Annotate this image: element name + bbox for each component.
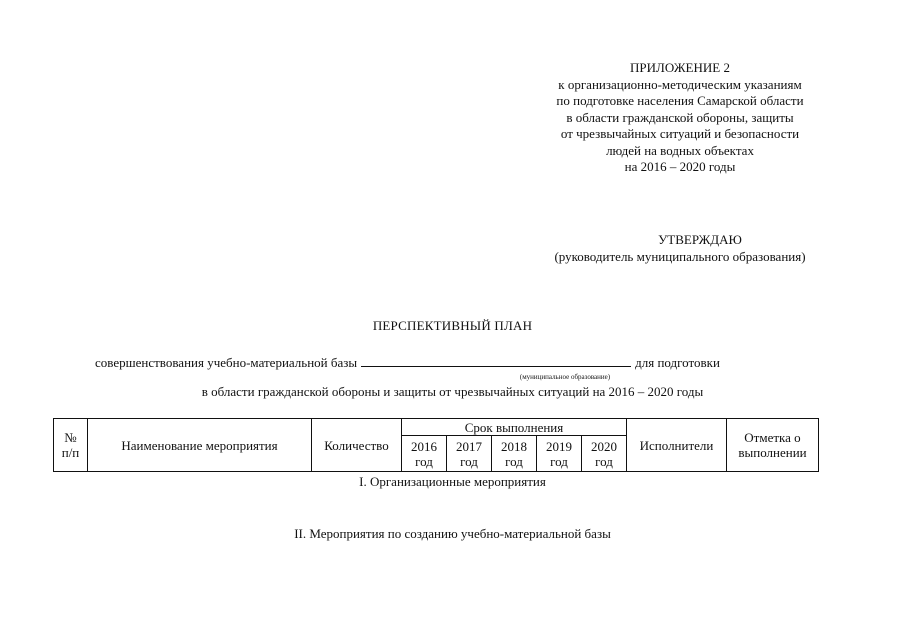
col-number-line2: п/п bbox=[61, 445, 80, 460]
year-label: 2018 bbox=[501, 438, 527, 454]
year-2019-cell bbox=[537, 436, 582, 472]
col-name-header: Наименование мероприятия bbox=[88, 419, 312, 472]
plan-table bbox=[53, 418, 819, 472]
year-2016-cell bbox=[402, 436, 447, 472]
subtitle-right-text: для подготовки bbox=[635, 355, 720, 370]
annex-block bbox=[520, 60, 840, 176]
col-mark-line1: Отметка о bbox=[744, 430, 801, 445]
year-label: 2017 bbox=[456, 438, 482, 454]
col-executors-header: Исполнители bbox=[627, 419, 727, 472]
section-heading-material-base: II. Мероприятия по созданию учебно-материальной базы bbox=[294, 526, 611, 541]
year-label: 2016 bbox=[411, 438, 437, 454]
col-number-line1: № bbox=[64, 430, 77, 445]
annex-line: ПРИЛОЖЕНИЕ 2 bbox=[630, 60, 730, 75]
subtitle-left-text: совершенствования учебно-материальной базы bbox=[95, 355, 358, 370]
section-heading-organizational: I. Организационные мероприятия bbox=[359, 474, 546, 489]
col-number-header bbox=[54, 419, 88, 472]
annex-line: в области гражданской обороны, защиты bbox=[566, 109, 794, 125]
year-2017-cell bbox=[447, 436, 492, 472]
approval-block bbox=[520, 232, 840, 265]
year-2020-cell bbox=[582, 436, 627, 472]
municipality-blank-line bbox=[361, 355, 631, 367]
document-title: ПЕРСПЕКТИВНЫЙ ПЛАН bbox=[372, 318, 533, 333]
annex-line: людей на водных объектах bbox=[606, 142, 754, 158]
document-subtitle-line2: в области гражданской обороны и защиты от чрезвычайных ситуаций на 2016 – 2020 годы bbox=[201, 384, 704, 399]
annex-line: на 2016 – 2020 годы bbox=[624, 159, 736, 174]
annex-line: от чрезвычайных ситуаций и безопасности bbox=[560, 126, 800, 141]
year-unit: год bbox=[415, 453, 433, 469]
approval-title: УТВЕРЖДАЮ bbox=[658, 232, 742, 247]
document-subtitle-line1 bbox=[95, 355, 815, 371]
col-term-header: Срок выполнения bbox=[402, 419, 627, 436]
approval-subtitle: (руководитель муниципального образования) bbox=[554, 248, 806, 264]
year-unit: год bbox=[460, 453, 478, 469]
annex-line: к организационно-методическим указаниям bbox=[558, 76, 802, 92]
year-2018-cell bbox=[492, 436, 537, 472]
col-quantity-header: Количество bbox=[312, 419, 402, 472]
blank-caption: (муниципальное образование) bbox=[519, 373, 611, 381]
year-unit: год bbox=[505, 453, 523, 469]
col-mark-line2: выполнении bbox=[738, 445, 807, 460]
year-label: 2019 bbox=[546, 438, 572, 454]
year-label: 2020 bbox=[591, 438, 617, 454]
year-unit: год bbox=[550, 453, 568, 469]
annex-line: по подготовке населения Самарской области bbox=[556, 93, 804, 108]
year-unit: год bbox=[595, 453, 613, 469]
col-mark-header bbox=[727, 419, 819, 472]
